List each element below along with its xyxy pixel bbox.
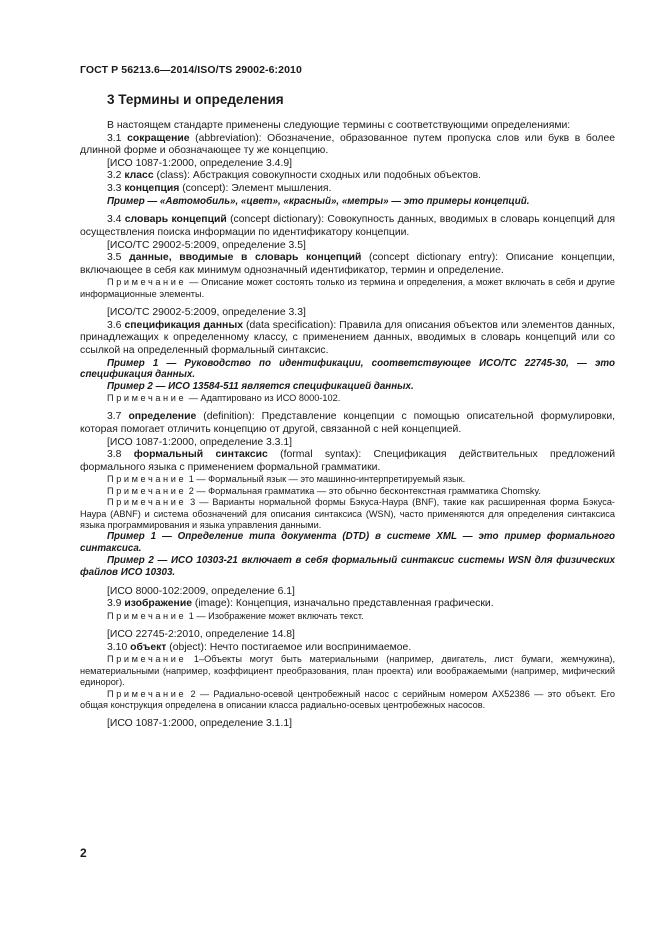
term-number: 3.7 [107, 411, 122, 423]
note-label: Примечание [107, 497, 187, 508]
example-2: Пример 2 — ИСО 13584-511 является спецификацией данных. [107, 381, 414, 393]
note-label: Примечание [107, 688, 187, 699]
term-definition: (definition): Представление концепции с помощью описательной формулировки, которая помогает отличить концепцию от другой, связанной с ней концепцией. [80, 411, 616, 435]
term-3-1 [80, 133, 615, 158]
term-3-4 [80, 214, 615, 239]
note-label: Примечание [107, 610, 187, 621]
term-definition: (abbreviation): Обозначение, образованное путем пропуска слов или букв в более длинной форме и обозначающее ту же концепцию. [80, 132, 616, 157]
term-title: словарь концепций [124, 214, 227, 226]
example-2: Пример 2 — ИСО 10303-21 включает в себя формальный синтаксис системы WSN для физических файлов ИСО 10303. [80, 554, 615, 578]
example-1: Пример 1 — Определение типа документа (DTD) в системе XML — это пример формального синтаксиса. [80, 531, 615, 555]
example: Пример — «Автомобиль», «цвет», «красный», «метры» — это примеры концепций. [107, 195, 530, 207]
term-title: класс [124, 170, 154, 182]
term-definition: (formal syntax): Спецификация действительных предложений формального языка с применением формальной грамматики. [80, 449, 615, 473]
term-3-3 [80, 183, 615, 196]
term-source: [ИСО 1087-1:2000, определение 3.4.9] [107, 157, 293, 169]
term-3-5 [80, 252, 615, 277]
note-label: Примечание [107, 277, 187, 288]
note-2 [80, 486, 615, 497]
note-1 [80, 654, 615, 688]
note [80, 611, 615, 622]
term-title: формальный синтаксис [133, 449, 268, 461]
term-definition: (data specification): Правила для описания объектов или элементов данных, принадлежащих к определенному классу, с применением данных, вводимых в словарь концепций или со ссылкой на определенный формальный синтаксис. [80, 319, 616, 356]
term-definition: (concept): Элемент мышления. [182, 182, 332, 194]
example-1: Пример 1 — Руководство по идентификации, соответствующее ИСО/ТС 22745-30, — это спецификация данных. [80, 357, 615, 381]
document-header: ГОСТ Р 56213.6—2014/ISO/TS 29002-6:2010 [80, 64, 302, 76]
term-source: [ИСО 22745-2:2010, определение 14.8] [107, 629, 295, 641]
term-3-10 [80, 642, 615, 655]
note-text: 1 — Изображение может включать текст. [186, 610, 364, 621]
term-3-8 [80, 449, 615, 474]
term-definition: (concept dictionary): Совокупность данных, вводимых в словарь концепций для осуществления поиска информации по идентификатору концепции. [80, 214, 615, 238]
term-3-9 [80, 598, 615, 611]
note-text: — Адаптировано из ИСО 8000-102. [186, 392, 341, 403]
term-source: [ИСО 8000-102:2009, определение 6.1] [107, 585, 295, 597]
note-text: 2 — Радиально-осевой центробежный насос с серийным номером AX52386 — это объект. Его общая конструкция определена в описании класса радиально-осевых центробежных насосов. [80, 688, 615, 710]
note-label: Примечание [107, 474, 187, 485]
term-number: 3.9 [107, 598, 122, 610]
note-text: 2 — Формальная грамматика — это обычно бесконтекстная грамматика Chomsky. [186, 485, 541, 496]
term-3-7 [80, 411, 615, 436]
note [80, 277, 615, 300]
document-body [80, 120, 615, 731]
note-text: — Описание может состоять только из термина и определения, а может включать в себя и другие информационные элементы. [80, 277, 615, 299]
term-number: 3.2 [107, 170, 122, 182]
term-3-6 [80, 320, 615, 358]
term-number: 3.8 [107, 449, 122, 461]
term-definition: (object): Нечто постигаемое или воспринимаемое. [169, 641, 412, 653]
term-source: [ИСО/ТС 29002-5:2009, определение 3.3] [107, 307, 306, 319]
note-text: 1–Объекты могут быть материальными (например, двигатель, лист бумаги, жемчужина), нематериальными (например, коэффициент преобразования, план проекта) или воображаемыми (например, мифический единорог). [80, 654, 615, 688]
note-2 [80, 689, 615, 712]
page-number: 2 [80, 846, 87, 860]
term-source: [ИСО 1087-1:2000, определение 3.1.1] [107, 718, 293, 730]
intro-paragraph: В настоящем стандарте применены следующие термины с соответствующими определениями: [107, 120, 571, 131]
term-definition: (image): Концепция, изначально представленная графически. [194, 598, 494, 610]
term-definition: (concept dictionary entry): Описание концепции, включающее в себя как минимум однозначный идентификатор, термин и определение. [80, 252, 616, 276]
term-number: 3.1 [107, 132, 122, 144]
term-title: объект [130, 641, 167, 653]
note-1 [80, 474, 615, 485]
note-text: 1 — Формальный язык — это машинно-интерпретируемый язык. [186, 474, 466, 485]
note-3 [80, 497, 615, 531]
term-3-2 [80, 170, 615, 183]
term-number: 3.4 [107, 214, 122, 226]
term-title: изображение [124, 598, 192, 610]
term-number: 3.6 [107, 319, 122, 331]
term-number: 3.10 [107, 641, 128, 653]
term-title: сокращение [127, 132, 190, 144]
note-label: Примечание [107, 654, 187, 665]
term-title: данные, вводимые в словарь концепций [129, 252, 362, 264]
term-source: [ИСО/ТС 29002-5:2009, определение 3.5] [107, 239, 306, 251]
term-title: концепция [124, 182, 180, 194]
term-title: определение [128, 411, 197, 423]
term-number: 3.3 [107, 182, 122, 194]
note-label: Примечание [107, 392, 187, 403]
term-number: 3.5 [107, 252, 122, 264]
section-title: 3 Термины и определения [107, 92, 284, 107]
term-definition: (class): Абстракция совокупности сходных или подобных объектов. [156, 170, 482, 182]
note [80, 393, 615, 404]
term-title: спецификация данных [124, 319, 243, 331]
term-source: [ИСО 1087-1:2000, определение 3.3.1] [107, 436, 293, 448]
note-text: 3 — Варианты нормальной формы Бэкуса-Наура (BNF), такие как расширенная форма Бэкуса-Наура (ABNF) и система обозначений для описания синтаксиса (WSN), часто применяются для определения синтаксиса языка программирования и языка управления данными. [80, 497, 615, 530]
note-label: Примечание [107, 485, 187, 496]
